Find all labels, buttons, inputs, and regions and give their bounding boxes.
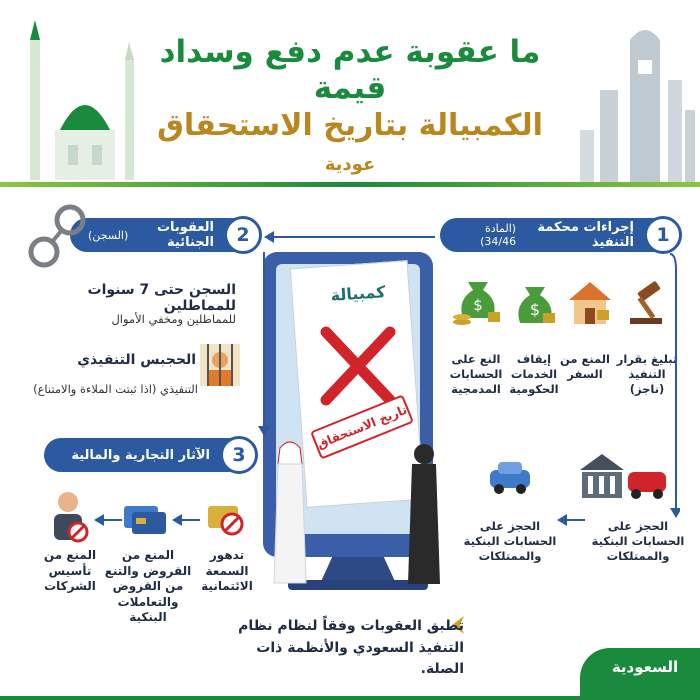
prison-title: السجن حتى 7 سنوات للمماطلين: [87, 282, 236, 314]
footer-rule: [0, 696, 700, 700]
arrow-connector: [555, 510, 589, 530]
section1-title: إجراءات محكمة التنفيذ: [537, 220, 634, 250]
s3-item-label: المنع من القروض والتنع من القروض والتعاملات البنكية: [104, 548, 192, 625]
s1-item-label: الحجز على الحسابات البنكية والممتلكات: [591, 519, 685, 563]
brand-name: السعودية: [611, 658, 679, 676]
credit-card-ban-icon: [206, 498, 246, 538]
s1-item-label: تبليغ بقرار التنفيذ (ناجز): [616, 352, 678, 396]
subtitle-tag: عودية: [324, 154, 376, 175]
document-title: كمبيالة: [329, 282, 387, 305]
red-x-icon: [318, 324, 398, 408]
page-title: ما عقوبة عدم دفع وسداد قيمة: [159, 34, 541, 106]
s3-item-label: تدهور السمعة الائتمانية: [201, 548, 253, 594]
svg-text:$: $: [473, 296, 483, 314]
money-bag-coins-lock-icon: [450, 272, 505, 330]
subtitle-main: الكمبيالة بتاريخ الاستحقاق: [157, 108, 543, 143]
arrow-connector: [640, 250, 680, 520]
section3-header: [44, 438, 256, 472]
house-lock-icon: [565, 278, 615, 328]
section3-number: 3: [220, 436, 258, 474]
section2-number: 2: [224, 216, 262, 254]
man-figure: [272, 438, 308, 588]
section2-subtitle: (السجن): [88, 228, 129, 242]
detention-title: الحجبس التنفيذي: [77, 352, 196, 368]
section1-header: [440, 218, 680, 252]
s1-item-label: المنع من السفر: [560, 352, 610, 381]
handcuffs-icon: [28, 198, 86, 274]
arrow-connector: [240, 248, 280, 438]
arrow-connector: [170, 510, 204, 530]
s1-item-label: النع على الحسابات المدمجية: [449, 352, 503, 396]
money-bag-lock-icon: [510, 275, 560, 330]
section3-title: الآثار التجارية والمالية: [71, 447, 210, 463]
s1-item-label: الحجز على الحسابات البنكية والممتلكات: [463, 519, 557, 563]
arrow-connector: [92, 510, 126, 530]
section1-number: 1: [644, 216, 682, 254]
s3-item-label: المنع من تأسيس الشركات: [43, 548, 97, 594]
car-icon: [488, 456, 532, 496]
section1-subtitle: (المادة 34/46): [480, 222, 517, 248]
cards-icon: [122, 498, 170, 538]
section2-header: [70, 218, 260, 252]
skyline-illustration: [560, 20, 700, 185]
page-subtitle: [150, 108, 550, 178]
section2-title: العقوبات الجنائية: [156, 220, 214, 250]
bottom-note: تطبق العقوبات وفقاً لنظام نظام التنفيذ السعودي والأنظمة ذات الصلة.: [238, 618, 464, 678]
detention-text: التنفيذي (اذا ثبتت الملاءة والامتناع): [33, 382, 198, 396]
due-date-stamp: تاريخ الاستحقاق: [310, 394, 414, 459]
header-divider: [0, 182, 700, 187]
businessman-ban-icon: [48, 488, 90, 544]
s1-item-label: إيقاف الخدمات الحكومية: [509, 352, 559, 396]
woman-figure: [406, 442, 442, 588]
prisoner-icon: [198, 342, 242, 388]
svg-text:$: $: [529, 300, 541, 319]
prison-text: للمماطلين ومخفي الأموال: [111, 312, 236, 326]
